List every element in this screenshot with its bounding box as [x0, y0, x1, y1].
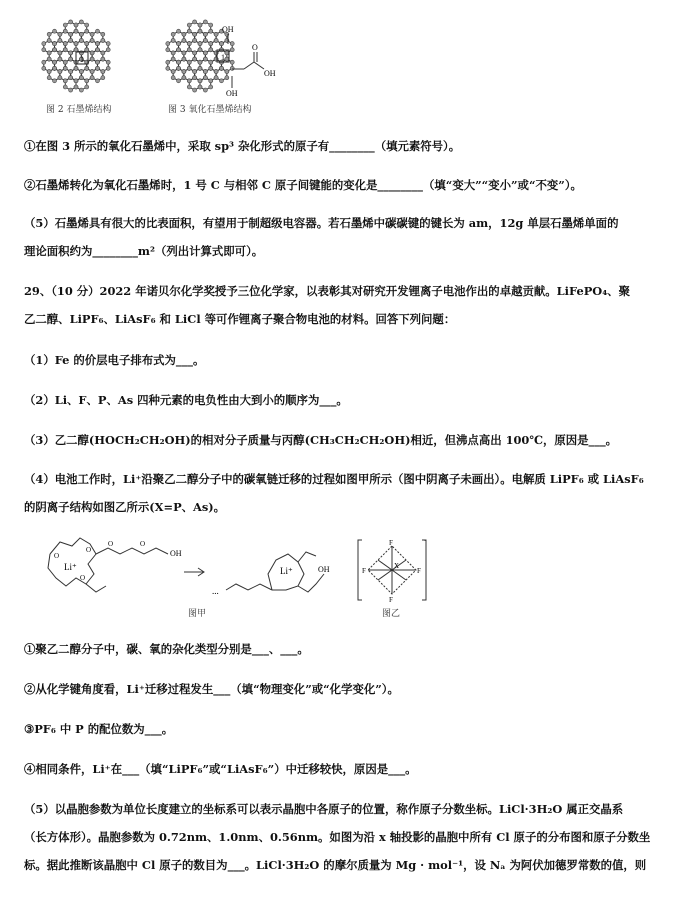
fig3-caption: 图 3 氧化石墨烯结构: [168, 105, 252, 115]
carbon-atom: [63, 23, 67, 27]
svg-text:F: F: [389, 596, 393, 604]
question-line: 标。据此推断该晶胞中 Cl 原子的数目为___。LiCl·3H₂O 的摩尔质量为 Mg · mol⁻¹，设 Nₐ 为阿伏加德罗常数的值，则: [24, 858, 647, 872]
carbon-atom: [177, 42, 181, 46]
carbon-atom: [63, 42, 67, 46]
carbon-atom: [203, 57, 207, 61]
carbon-atom: [106, 48, 110, 52]
carbon-atom: [182, 51, 186, 55]
carbon-atom: [177, 66, 181, 70]
carbon-atom: [53, 79, 57, 83]
carbon-atom: [203, 51, 207, 55]
carbon-atom: [58, 51, 62, 55]
carbon-atom: [63, 79, 67, 83]
graphene-label-1: 1: [80, 55, 84, 64]
carbon-atom: [182, 32, 186, 36]
carbon-atom: [58, 39, 62, 43]
carbon-atom: [166, 60, 170, 64]
carbon-atom: [74, 48, 78, 52]
carbon-atom: [90, 76, 94, 80]
carbon-atom: [74, 42, 78, 46]
svg-text:F: F: [389, 539, 393, 547]
carbon-atom: [209, 85, 213, 89]
carbon-atom: [187, 29, 191, 33]
carbon-atom: [79, 39, 83, 43]
carbon-atom: [166, 48, 170, 52]
svg-text:...: ...: [212, 586, 219, 596]
graphene-oxide-label-1: 1: [221, 53, 225, 62]
carbon-atom: [203, 76, 207, 80]
carbon-atom: [177, 60, 181, 64]
carbon-atom: [53, 42, 57, 46]
carbon-atom: [187, 48, 191, 52]
carbon-atom: [90, 70, 94, 74]
carbon-atom: [106, 42, 110, 46]
carbon-atom: [85, 29, 89, 33]
fig-yi-caption: 图乙: [382, 609, 401, 619]
carbon-atom: [166, 42, 170, 46]
carbon-atom: [95, 66, 99, 70]
carbon-atom: [90, 39, 94, 43]
carbon-atom: [209, 42, 213, 46]
carbon-atom: [230, 66, 234, 70]
carbon-atom: [106, 66, 110, 70]
carbon-atom: [42, 42, 46, 46]
carbon-atom: [79, 88, 83, 92]
carbon-atom: [171, 39, 175, 43]
carbon-atom: [58, 70, 62, 74]
carbon-atom: [106, 60, 110, 64]
carbon-atom: [187, 79, 191, 83]
carbon-atom: [182, 76, 186, 80]
svg-text:O: O: [252, 43, 258, 52]
carbon-atom: [90, 51, 94, 55]
carbon-atom: [101, 70, 105, 74]
carbon-atom: [101, 51, 105, 55]
svg-text:O: O: [108, 540, 114, 548]
carbon-atom: [225, 51, 229, 55]
svg-text:OH: OH: [222, 25, 234, 34]
anion-structure-figure-yi: [354, 536, 432, 604]
carbon-atom: [47, 76, 51, 80]
question-line: （长方体形）。晶胞参数为 0.72nm、1.0nm、0.56nm。如图为沿 x 轴投影的晶胞中所有 Cl 原子的分布图和原子分数坐: [24, 830, 651, 844]
question-line: （3）乙二醇(HOCH₂CH₂OH)的相对分子质量与丙醇(CH₃CH₂CH₂OH)相近，但沸点高出 100℃，原因是___。: [24, 433, 618, 447]
svg-text:O: O: [86, 546, 92, 554]
svg-text:O: O: [54, 552, 60, 560]
carbon-atom: [198, 48, 202, 52]
carbon-atom: [187, 60, 191, 64]
question-line: ②从化学键角度看，Li⁺迁移过程发生___（填“物理变化”或“化学变化”）。: [24, 682, 399, 696]
carbon-atom: [79, 76, 83, 80]
carbon-atom: [58, 32, 62, 36]
carbon-atom: [63, 48, 67, 52]
question-line: 理论面积约为________m²（列出计算式即可）。: [24, 244, 264, 258]
carbon-atom: [53, 48, 57, 52]
carbon-atom: [47, 32, 51, 36]
carbon-atom: [53, 66, 57, 70]
carbon-atom: [198, 42, 202, 46]
carbon-atom: [42, 66, 46, 70]
carbon-atom: [101, 39, 105, 43]
carbon-atom: [101, 32, 105, 36]
svg-text:O: O: [140, 540, 146, 548]
carbon-atom: [42, 60, 46, 64]
carbon-atom: [69, 70, 73, 74]
carbon-atom: [214, 57, 218, 61]
carbon-atom: [79, 32, 83, 36]
carbon-atom: [187, 23, 191, 27]
carbon-atom: [69, 51, 73, 55]
carbon-atom: [203, 88, 207, 92]
carbon-atom: [187, 85, 191, 89]
question-line: （1）Fe 的价层电子排布式为___。: [24, 353, 205, 367]
question-line: ②石墨烯转化为氧化石墨烯时，1 号 C 与相邻 C 原子间键能的变化是________（填“变大”“变小”或“不变”）。: [24, 178, 582, 192]
li-migration-figure-jia: [36, 534, 336, 614]
carbon-atom: [53, 29, 57, 33]
carbon-atom: [53, 60, 57, 64]
carbon-atom: [187, 42, 191, 46]
carbon-atom: [63, 60, 67, 64]
carbon-atom: [209, 23, 213, 27]
carbon-atom: [166, 66, 170, 70]
graphene-oxide-structure-figure: [140, 14, 300, 100]
svg-text:X: X: [394, 562, 400, 570]
question-line: 29、（10 分）2022 年诺贝尔化学奖授予三位化学家，以表彰其对研究开发锂离子电池作出的卓越贡献。LiFePO₄、聚: [24, 284, 630, 298]
question-line: （2）Li、F、P、As 四种元素的电负性由大到小的顺序为___。: [24, 393, 348, 407]
carbon-atom: [63, 66, 67, 70]
carbon-atom: [47, 51, 51, 55]
carbon-atom: [198, 29, 202, 33]
carbon-atom: [209, 79, 213, 83]
carbon-atom: [69, 39, 73, 43]
carbon-atom: [193, 57, 197, 61]
carbon-atom: [198, 79, 202, 83]
carbon-atom: [187, 66, 191, 70]
carbon-atom: [69, 76, 73, 80]
carbon-atom: [90, 32, 94, 36]
carbon-atom: [193, 32, 197, 36]
carbon-atom: [74, 29, 78, 33]
carbon-atom: [219, 42, 223, 46]
carbon-atom: [58, 57, 62, 61]
carbon-atom: [95, 29, 99, 33]
carbon-atom: [225, 57, 229, 61]
carbon-atom: [198, 60, 202, 64]
carbon-atom: [214, 70, 218, 74]
carbon-atom: [69, 88, 73, 92]
carbon-atom: [182, 57, 186, 61]
svg-text:OH: OH: [318, 565, 330, 574]
carbon-atom: [47, 70, 51, 74]
carbon-atom: [193, 39, 197, 43]
carbon-atom: [209, 29, 213, 33]
carbon-atom: [214, 51, 218, 55]
carbon-atom: [47, 39, 51, 43]
fig-jia-caption: 图甲: [188, 609, 207, 619]
carbon-atom: [74, 23, 78, 27]
carbon-atom: [42, 48, 46, 52]
carbon-atom: [47, 57, 51, 61]
carbon-atom: [198, 66, 202, 70]
carbon-atom: [63, 85, 67, 89]
carbon-atom: [209, 66, 213, 70]
svg-text:OH: OH: [226, 89, 238, 98]
carbon-atom: [182, 70, 186, 74]
carbon-atom: [95, 48, 99, 52]
carbon-atom: [101, 57, 105, 61]
svg-text:OH: OH: [264, 69, 276, 78]
carbon-atom: [225, 70, 229, 74]
carbon-atom: [193, 70, 197, 74]
carbon-atom: [230, 42, 234, 46]
svg-text:O: O: [80, 574, 86, 582]
carbon-atom: [85, 79, 89, 83]
carbon-atom: [177, 29, 181, 33]
carbon-atom: [171, 51, 175, 55]
question-line: 乙二醇、LiPF₆、LiAsF₆ 和 LiCl 等可作锂离子聚合物电池的材料。回答下列问题：: [24, 312, 456, 326]
carbon-atom: [85, 42, 89, 46]
question-line: （5）以晶胞参数为单位长度建立的坐标系可以表示晶胞中各原子的位置，称作原子分数坐标。LiCl·3H₂O 属正交晶系: [24, 802, 624, 816]
carbon-atom: [85, 23, 89, 27]
carbon-atom: [230, 48, 234, 52]
graphene-structure-figure: [30, 16, 122, 96]
question-line: ④相同条件，Li⁺在___（填“LiPF₆”或“LiAsF₆”）中迁移较快，原因是___。: [24, 762, 417, 776]
carbon-atom: [209, 48, 213, 52]
carbon-atom: [95, 60, 99, 64]
carbon-atom: [74, 85, 78, 89]
carbon-atom: [203, 70, 207, 74]
question-line: ③PF₆ 中 P 的配位数为___。: [24, 722, 174, 736]
svg-text:F: F: [417, 567, 421, 575]
carbon-atom: [177, 48, 181, 52]
carbon-atom: [203, 20, 207, 24]
carbon-atom: [95, 79, 99, 83]
carbon-atom: [193, 88, 197, 92]
carbon-atom: [193, 76, 197, 80]
fig2-caption: 图 2 石墨烯结构: [46, 105, 112, 115]
carbon-atom: [219, 66, 223, 70]
svg-text:F: F: [362, 567, 366, 575]
carbon-atom: [182, 39, 186, 43]
question-line: 的阴离子结构如图乙所示(X=P、As)。: [24, 500, 226, 514]
carbon-atom: [214, 39, 218, 43]
carbon-atom: [90, 57, 94, 61]
carbon-atom: [79, 20, 83, 24]
carbon-atom: [198, 85, 202, 89]
carbon-atom: [214, 76, 218, 80]
carbon-atom: [85, 85, 89, 89]
question-line: ①聚乙二醇分子中，碳、氧的杂化类型分别是___、___。: [24, 642, 309, 656]
carbon-atom: [198, 23, 202, 27]
svg-text:-: -: [424, 536, 427, 544]
carbon-atom: [203, 32, 207, 36]
question-line: （4）电池工作时，Li⁺沿聚乙二醇分子中的碳氧链迁移的过程如图甲所示（图中阴离子未画出）。电解质 LiPF₆ 或 LiAsF₆: [24, 472, 644, 486]
svg-text:Li⁺: Li⁺: [280, 566, 293, 576]
svg-text:Li⁺: Li⁺: [64, 562, 77, 572]
carbon-atom: [214, 32, 218, 36]
carbon-atom: [171, 57, 175, 61]
question-line: ①在图 3 所示的氧化石墨烯中，采取 sp³ 杂化形式的原子有________（填元素符号）。: [24, 139, 461, 153]
carbon-atom: [58, 76, 62, 80]
carbon-atom: [177, 79, 181, 83]
carbon-atom: [69, 57, 73, 61]
carbon-atom: [79, 70, 83, 74]
carbon-atom: [85, 48, 89, 52]
carbon-atom: [69, 20, 73, 24]
carbon-atom: [171, 76, 175, 80]
carbon-atom: [171, 70, 175, 74]
carbon-atom: [209, 60, 213, 64]
carbon-atom: [230, 60, 234, 64]
carbon-atom: [69, 32, 73, 36]
carbon-atom: [74, 79, 78, 83]
carbon-atom: [171, 32, 175, 36]
carbon-atom: [95, 42, 99, 46]
carbon-atom: [193, 51, 197, 55]
carbon-atom: [85, 66, 89, 70]
carbon-atom: [101, 76, 105, 80]
carbon-atom: [203, 39, 207, 43]
question-line: （5）石墨烯具有很大的比表面积，有望用于制超级电容器。若石墨烯中碳碳键的键长为 am，12g 单层石墨烯单面的: [24, 216, 619, 230]
carbon-atom: [74, 66, 78, 70]
carbon-atom: [193, 20, 197, 24]
svg-text:OH: OH: [170, 549, 182, 558]
carbon-atom: [225, 76, 229, 80]
carbon-atom: [63, 29, 67, 33]
carbon-atom: [219, 79, 223, 83]
